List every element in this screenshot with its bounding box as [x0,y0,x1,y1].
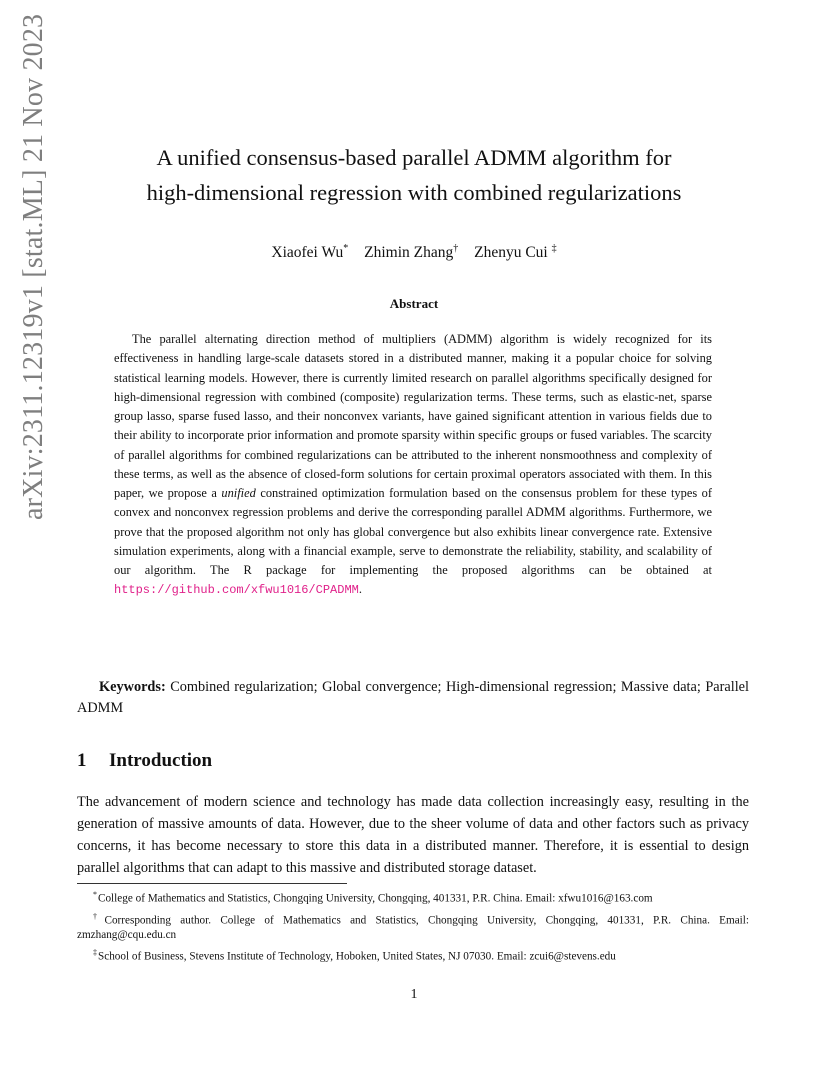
author-list [0,243,828,262]
author [474,244,557,261]
footnote-text: College of Mathematics and Statistics, Chongqing University, Chongqing, 401331, P.R. China. Email: xfwu1016@163.com [98,892,653,905]
github-link[interactable]: https://github.com/xfwu1016/CPADMM [114,583,359,598]
section-title: Introduction [109,750,213,771]
section-heading [77,750,212,772]
author [271,244,348,261]
abstract-body [114,330,712,601]
author-name: Zhimin Zhang [364,244,454,262]
paper-title-line-2: high-dimensional regression with combined regularizations [146,180,682,205]
author-name: Xiaofei Wu [271,244,344,262]
author-footnote-mark[interactable]: * [343,243,349,254]
introduction-paragraph: The advancement of modern science and technology has made data collection increasingly easy, resulting in the generation of massive amounts of data. However, due to the sheer volume of data and other factors such as privacy concerns, it has become necessary to store this data in a distributed manner. Therefore, it is essential to design parallel algorithms that can adapt to this massive and distributed storage dataset. [77,794,749,876]
footnote-mark: * [93,890,97,899]
abstract-heading: Abstract [389,296,439,311]
footnote-text: School of Business, Stevens Institute of Technology, Hoboken, United States, NJ 07030. Email: zcui6@stevens.edu [98,951,616,964]
footnote-mark: ‡ [93,948,97,958]
footnote-text: Corresponding author. College of Mathematics and Statistics, Chongqing University, Chongqing, 401331, P.R. China. Email: zmzhang@cqu.edu.cn [77,914,749,942]
author-footnote-mark[interactable]: † [453,243,459,254]
abstract-text: constrained optimization formulation based on the consensus problem for these types of convex and nonconvex regression problems and derive the corresponding parallel ADMM algorithms. Furthermore, we prove that the proposed algorithm not only has global convergence but also exhibits linear convergence rate. Extensive simulation experiments, along with a financial example, serve to demonstrate the reliability, stability, and scalability of our algorithm. The R package for implementing the proposed algorithms can be obtained at [114,486,712,577]
paper-title [0,140,828,210]
author-name: Zhenyu Cui [474,244,548,262]
abstract-text: The parallel alternating direction method of multipliers (ADMM) algorithm is widely recognized for its effectiveness in handling large-scale datasets stored in a distributed manner, making it a popular choice for solving statistical learning models. However, there is currently limited research on parallel algorithms specifically designed for high-dimensional regression with combined (composite) regularization terms. These terms, such as elastic-net, sparse group lasso, sparse fused lasso, and their nonconvex variants, have gained significant attention in various fields due to their ability to incorporate prior information and promote sparsity within specific groups or fused variables. The scarcity of parallel algorithms for combined regularizations can be attributed to the inherent nonsmoothness and complexity of these terms, as well as the absence of closed-form solutions for certain proximal operators associated with them. In this paper, we propose a [114,332,712,500]
author-footnote-mark[interactable]: ‡ [551,243,557,254]
footnotes [77,887,749,967]
author [364,244,458,261]
footnote [77,887,749,907]
footnote-divider [77,883,347,884]
footnote [77,909,749,944]
paper-title-line-1: A unified consensus-based parallel ADMM algorithm for [156,145,672,170]
footnote [77,945,749,965]
section-number: 1 [77,750,87,771]
keywords-label: Keywords: [99,679,166,695]
footnote-mark: † [93,911,104,921]
keywords [77,677,749,719]
arxiv-identifier: arXiv:2311.12319v1 [stat.ML] 21 Nov 2023 [18,13,49,520]
abstract-emphasis: unified [221,486,256,500]
page-number: 1 [410,987,418,1002]
keywords-text: Combined regularization; Global convergence; High-dimensional regression; Massive data; Parallel ADMM [77,679,750,716]
abstract-period: . [358,582,362,597]
